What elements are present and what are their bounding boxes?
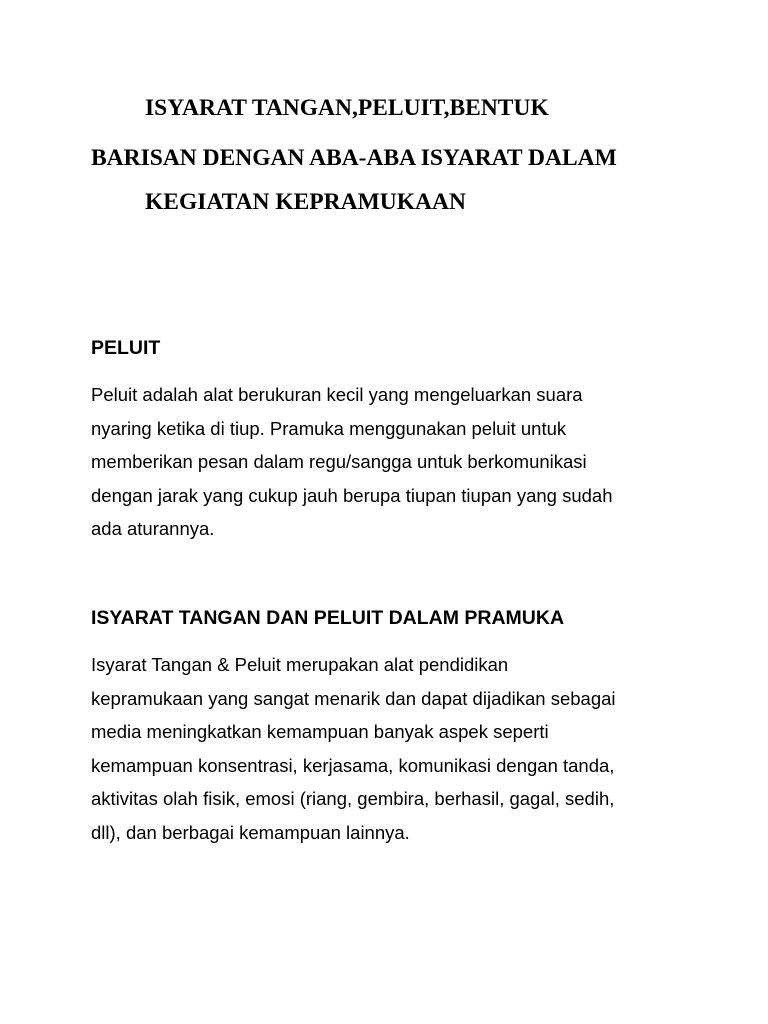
paragraph-line: Isyarat Tangan & Peluit merupakan alat pendidikan (91, 654, 509, 675)
title-line-3: KEGIATAN KEPRAMUKAAN (145, 189, 466, 215)
section-heading: PELUIT (91, 337, 161, 359)
paragraph-line: memberikan pesan dalam regu/sangga untuk berkomunikasi (91, 451, 587, 472)
section-paragraph (91, 378, 731, 546)
paragraph-line: aktivitas olah fisik, emosi (riang, gembira, berhasil, gagal, sedih, (91, 788, 615, 809)
title-line-1: ISYARAT TANGAN,PELUIT,BENTUK (145, 95, 549, 121)
paragraph-line: kemampuan konsentrasi, kerjasama, komunikasi dengan tanda, (91, 754, 615, 776)
section-paragraph (91, 648, 731, 849)
paragraph-line: ada aturannya. (91, 518, 215, 539)
paragraph-line: dengan jarak yang cukup jauh berupa tiupan tiupan yang sudah (91, 484, 613, 506)
paragraph-line: media meningkatkan kemampuan banyak aspek seperti (91, 721, 549, 742)
section-heading: ISYARAT TANGAN DAN PELUIT DALAM PRAMUKA (91, 607, 565, 629)
paragraph-line: kepramukaan yang sangat menarik dan dapat dijadikan sebagai (91, 687, 616, 709)
paragraph-line: Peluit adalah alat berukuran kecil yang mengeluarkan suara (91, 384, 583, 405)
paragraph-line: dll), dan berbagai kemampuan lainnya. (91, 821, 410, 843)
paragraph-line: nyaring ketika di tiup. Pramuka menggunakan peluit untuk (91, 417, 567, 439)
title-line-2: BARISAN DENGAN ABA-ABA ISYARAT DALAM (91, 145, 617, 171)
